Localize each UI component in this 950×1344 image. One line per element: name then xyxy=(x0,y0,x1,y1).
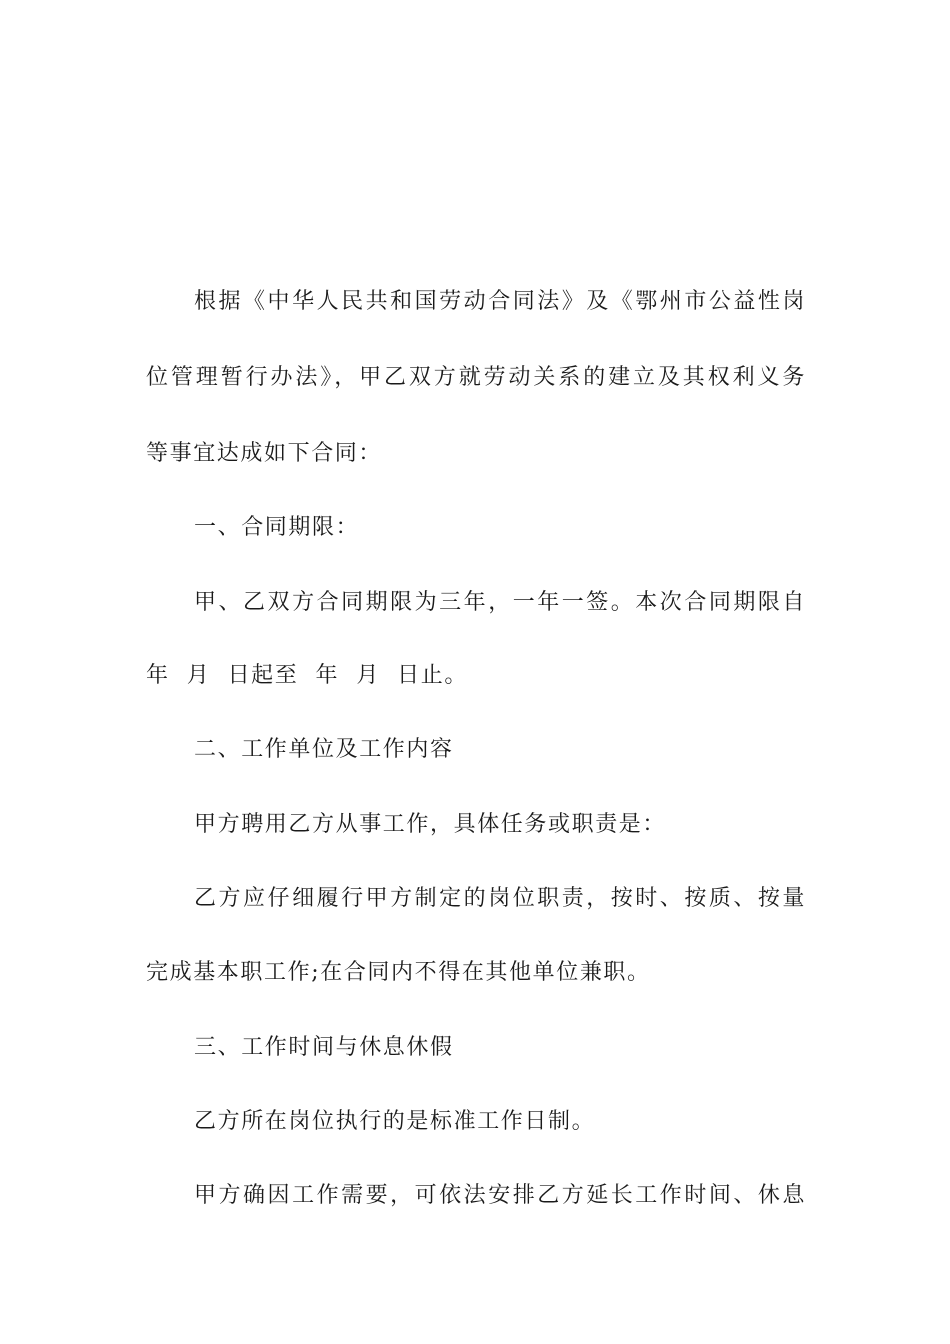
paragraph-term-line-2: 年 月 日起至 年 月 日止。 xyxy=(146,663,468,688)
paragraph-standard-hours: 乙方所在岗位执行的是标准工作日制。 xyxy=(194,1109,596,1134)
paragraph-obligations-line-1: 乙方应仔细履行甲方制定的岗位职责，按时、按质、按量 xyxy=(194,886,806,911)
paragraph-duties: 甲方聘用乙方从事工作，具体任务或职责是： xyxy=(194,812,667,837)
section-heading-working-hours: 三、工作时间与休息休假 xyxy=(194,1035,454,1060)
paragraph-intro-line-3: 等事宜达成如下合同： xyxy=(146,441,383,466)
paragraph-term-line-1: 甲、乙双方合同期限为三年，一年一签。本次合同期限自 xyxy=(194,590,806,615)
paragraph-intro-line-1: 根据《中华人民共和国劳动合同法》及《鄂州市公益性岗 xyxy=(194,289,806,314)
paragraph-overtime-line-1: 甲方确因工作需要，可依法安排乙方延长工作时间、休息 xyxy=(194,1183,806,1208)
section-heading-contract-term: 一、合同期限： xyxy=(194,515,360,540)
paragraph-obligations-line-2: 完成基本职工作;在合同内不得在其他单位兼职。 xyxy=(146,960,651,985)
section-heading-work-unit: 二、工作单位及工作内容 xyxy=(194,737,454,762)
paragraph-intro-line-2: 位管理暂行办法》，甲乙双方就劳动关系的建立及其权利义务 xyxy=(146,365,806,390)
